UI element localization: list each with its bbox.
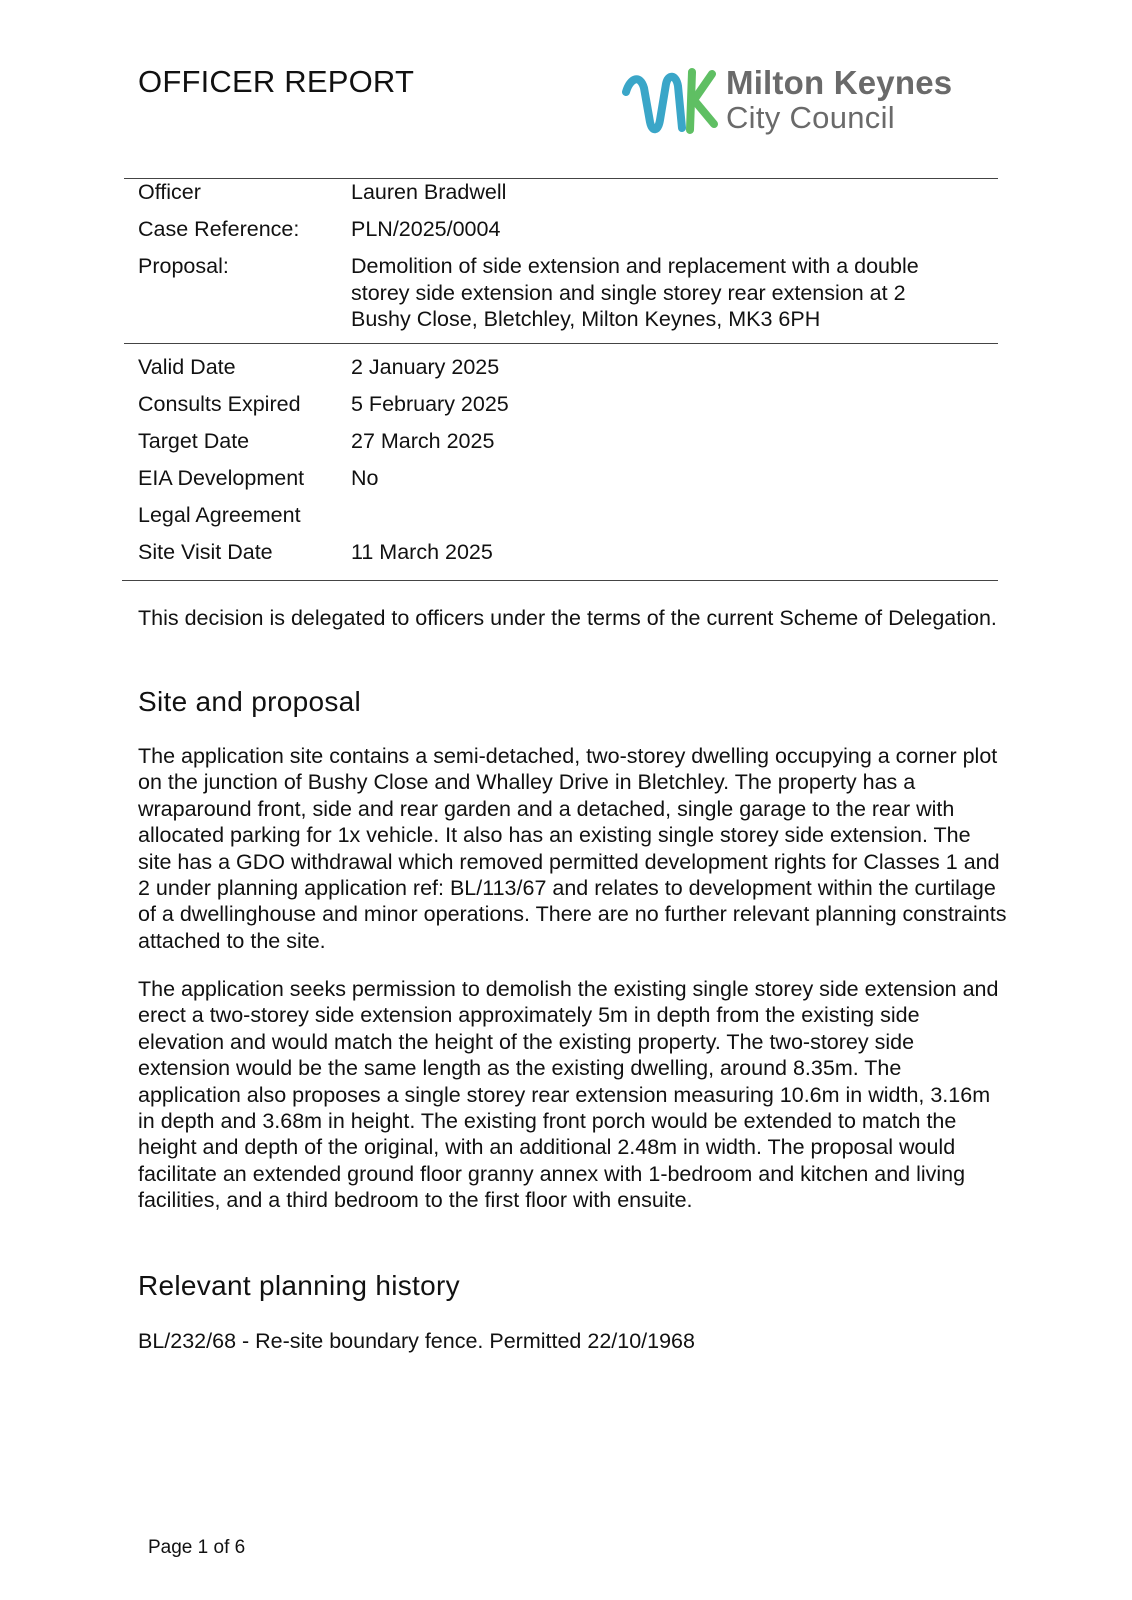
details-value: 11 March 2025 xyxy=(351,540,493,564)
details-label: Legal Agreement xyxy=(138,503,301,527)
details-label: Officer xyxy=(138,180,201,204)
details-label: Consults Expired xyxy=(138,392,301,416)
details-label: Case Reference: xyxy=(138,217,300,241)
details-label: EIA Development xyxy=(138,466,305,490)
page-title: OFFICER REPORT xyxy=(138,64,415,99)
details-label: Site Visit Date xyxy=(138,540,273,564)
council-logo xyxy=(620,62,1000,146)
details-value: Lauren Bradwell xyxy=(351,180,507,204)
site-description-paragraph: The application site contains a semi-detached, two-storey dwelling occupying a corner plot on the junction of Bushy Close and Whalley Drive in Bletchley. The property has a wraparound front, side and rear garden and a detached, single garage to the rear with allocated parking for 1x vehicle. It also has an existing single storey side extension. The site has a GDO withdrawal which removed permitted development rights for Classes 1 and 2 under planning application ref: BL/113/67 and relates to development within the curtilage of a dwellinghouse and minor operations. There are no further relevant planning constraints attached to the site. xyxy=(138,744,1007,953)
page-number: Page 1 of 6 xyxy=(148,1537,246,1558)
details-value: 2 January 2025 xyxy=(351,355,500,379)
details-label: Target Date xyxy=(138,429,250,453)
details-value: PLN/2025/0004 xyxy=(351,217,501,241)
details-label: Valid Date xyxy=(138,355,236,379)
details-value: 5 February 2025 xyxy=(351,392,509,416)
details-label: Proposal: xyxy=(138,254,229,278)
logo-text-line2: City Council xyxy=(726,100,895,135)
heading-planning-history: Relevant planning history xyxy=(138,1270,460,1301)
details-value: No xyxy=(351,466,379,490)
proposal-description-paragraph: The application seeks permission to demolish the existing single storey side extension and erect a two-storey side extension approximately 5m in depth from the existing side elevation and would match the height of the existing property. The two-storey side extension would be the same length as the existing dwelling, around 8.35m. The application also proposes a single storey rear extension measuring 10.6m in width, 3.16m in depth and 3.68m in height. The existing front porch would be extended to match the height and depth of the original, with an additional 2.48m in width. The proposal would facilitate an extended ground floor granny annex with 1-bedroom and kitchen and living facilities, and a third bedroom to the first floor with ensuite. xyxy=(138,977,999,1213)
mk-logo-icon xyxy=(620,62,720,142)
logo-text-line1: Milton Keynes xyxy=(726,64,953,101)
delegation-statement: This decision is delegated to officers under the terms of the current Scheme of Delegation. xyxy=(138,606,997,630)
details-value: Demolition of side extension and replacement with a double storey side extension and single storey rear extension at 2 Bushy Close, Bletchley, Milton Keynes, MK3 6PH xyxy=(351,254,919,331)
divider-middle xyxy=(124,343,998,344)
planning-history-entry: BL/232/68 - Re-site boundary fence. Permitted 22/10/1968 xyxy=(138,1329,695,1353)
divider-bottom xyxy=(122,580,998,581)
heading-site-and-proposal: Site and proposal xyxy=(138,686,362,717)
details-value: 27 March 2025 xyxy=(351,429,495,453)
